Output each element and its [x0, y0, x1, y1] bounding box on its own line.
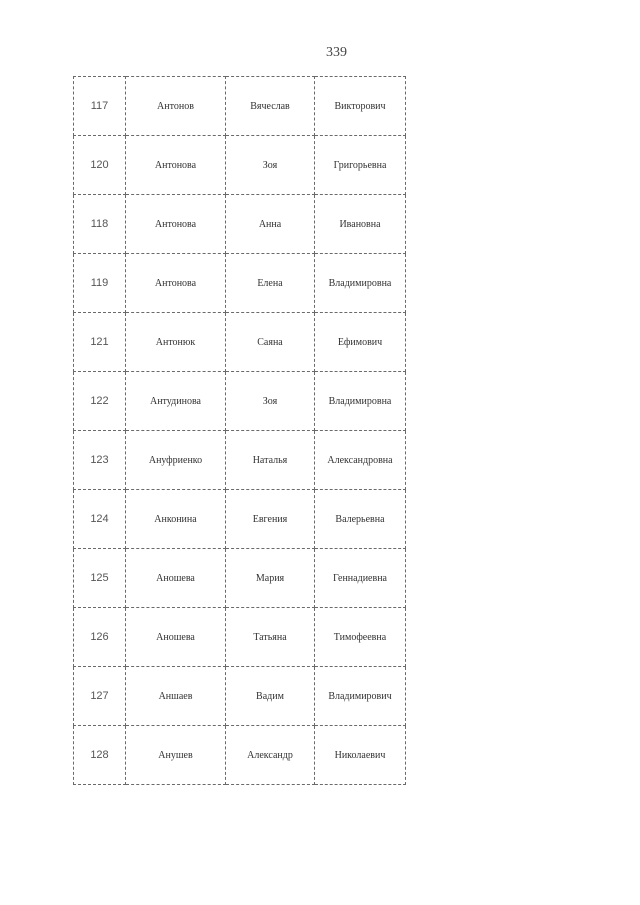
surname-cell: Антудинова — [126, 372, 226, 431]
given-name-cell: Зоя — [226, 372, 315, 431]
given-name-cell: Наталья — [226, 431, 315, 490]
given-name-cell: Анна — [226, 195, 315, 254]
patronymic-cell: Владимирович — [315, 667, 406, 726]
surname-cell: Антонова — [126, 254, 226, 313]
surname-cell: Ануфриенко — [126, 431, 226, 490]
table-row — [74, 195, 406, 254]
row-number: 123 — [74, 431, 126, 490]
table-row — [74, 490, 406, 549]
table-row — [74, 549, 406, 608]
row-number: 122 — [74, 372, 126, 431]
row-number: 128 — [74, 726, 126, 785]
patronymic-cell: Валерьевна — [315, 490, 406, 549]
given-name-cell: Саяна — [226, 313, 315, 372]
patronymic-cell: Николаевич — [315, 726, 406, 785]
table-row — [74, 77, 406, 136]
patronymic-cell: Владимировна — [315, 372, 406, 431]
table-row — [74, 667, 406, 726]
page-number: 339 — [326, 45, 347, 60]
patronymic-cell: Ефимович — [315, 313, 406, 372]
surname-cell: Антонов — [126, 77, 226, 136]
row-number: 119 — [74, 254, 126, 313]
table-row — [74, 254, 406, 313]
given-name-cell: Александр — [226, 726, 315, 785]
given-name-cell: Вадим — [226, 667, 315, 726]
given-name-cell: Зоя — [226, 136, 315, 195]
patronymic-cell: Григорьевна — [315, 136, 406, 195]
surname-cell: Антонова — [126, 195, 226, 254]
row-number: 126 — [74, 608, 126, 667]
patronymic-cell: Владимировна — [315, 254, 406, 313]
given-name-cell: Елена — [226, 254, 315, 313]
table-row — [74, 313, 406, 372]
surname-cell: Аншаев — [126, 667, 226, 726]
surname-cell: Анконина — [126, 490, 226, 549]
given-name-cell: Вячеслав — [226, 77, 315, 136]
table-row — [74, 726, 406, 785]
row-number: 117 — [74, 77, 126, 136]
given-name-cell: Евгения — [226, 490, 315, 549]
row-number: 120 — [74, 136, 126, 195]
surname-cell: Анушев — [126, 726, 226, 785]
given-name-cell: Мария — [226, 549, 315, 608]
row-number: 125 — [74, 549, 126, 608]
surname-cell: Аношева — [126, 608, 226, 667]
patronymic-cell: Тимофеевна — [315, 608, 406, 667]
surname-cell: Антонюк — [126, 313, 226, 372]
row-number: 121 — [74, 313, 126, 372]
row-number: 124 — [74, 490, 126, 549]
patronymic-cell: Викторович — [315, 77, 406, 136]
row-number: 127 — [74, 667, 126, 726]
roster-table — [73, 76, 406, 785]
surname-cell: Антонова — [126, 136, 226, 195]
table-row — [74, 136, 406, 195]
table-row — [74, 608, 406, 667]
patronymic-cell: Александровна — [315, 431, 406, 490]
patronymic-cell: Ивановна — [315, 195, 406, 254]
row-number: 118 — [74, 195, 126, 254]
patronymic-cell: Геннадиевна — [315, 549, 406, 608]
given-name-cell: Татьяна — [226, 608, 315, 667]
table-row — [74, 431, 406, 490]
table-row — [74, 372, 406, 431]
surname-cell: Аношева — [126, 549, 226, 608]
